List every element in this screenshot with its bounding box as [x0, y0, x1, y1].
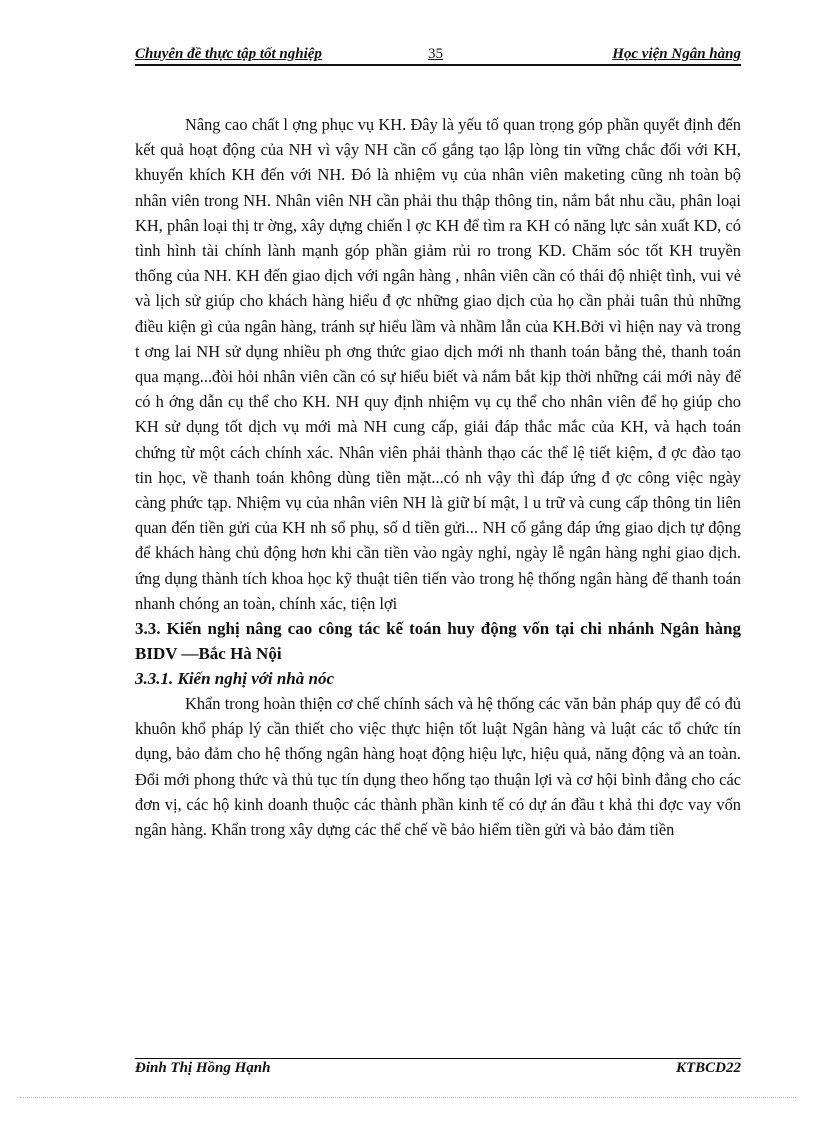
header-thesis-title: Chuyên đề thực tập tốt nghiệp [135, 46, 322, 62]
page-footer [135, 1060, 741, 1082]
header-rule [135, 64, 741, 66]
header-institution: Học viện Ngân hàng [612, 46, 741, 62]
header-page-number: 35 [428, 46, 443, 62]
section-heading-3-3: 3.3. Kiến nghị nâng cao công tác kế toán huy động vốn tại chi nhánh Ngân hàng BIDV —Bắc Hà Nội [135, 619, 741, 664]
body-paragraph-1: Nâng cao chất l ợng phục vụ KH. Đây là yếu tố quan trọng góp phần quyết định đến kết quả hoạt động của NH vì vậy NH cần cố gắng tạo lập lòng tin vững chắc đối với KH, khuyến khích KH đến với NH. Đó là nhiệm vụ của nhân viên maketing cũng nh toàn bộ nhân viên trong NH. Nhân viên NH cần phải thu thập thông tin, nắm bắt nhu cầu, phân loại KH, phân loại thị tr ờng, xây dựng chiến l ợc KH để tìm ra KH có năng lực sản xuất KD, có tình hình tài chính lành mạnh góp phần giảm rủi ro trong KD. Chăm sóc tốt KH truyền thống của NH. KH đến giao dịch với ngân hàng , nhân viên cần có thái độ nhiệt tình, vui vẻ và lịch sử giúp cho khách hàng hiểu đ ợc những giao dịch của họ cần phải tuân thủ những điều kiện gì của ngân hàng, tránh sự hiểu lầm và nhầm lẫn của KH.Bởi vì hiện nay và trong t ơng lai NH sử dụng nhiều ph ơng thức giao dịch mới nh thanh toán bằng thẻ, thanh toán qua mạng...đòi hỏi nhân viên cần có sự hiểu biết và nắm bắt kịp thời những cái mới này để có h ớng dẫn cụ thể cho KH. NH quy định nhiệm vụ cụ thể cho nhân viên để họ giúp cho KH sử dụng tốt dịch vụ mới mà NH cung cấp, giải đáp thắc mắc của KH, và hạch toán chứng từ một cách chính xác. Nhân viên phải thành thạo các thể lệ tiết kiệm, đ ợc đào tạo tin học, về thanh toán không dùng tiền mặt...có nh vậy thì đáp ứng đ ợc công việc ngày càng phức tạp. Nhiệm vụ của nhân viên NH là giữ bí mật, l u trữ và cung cấp thông tin liên quan đến tiền gửi của KH nh sổ phụ, số d tiền gửi... NH cố gắng đáp ứng giao dịch tự động để khách hàng chủ động hơn khi cần tiền vào ngày nghỉ, ngày lễ ngân hàng nghỉ giao dịch. ứng dụng thành tích khoa học kỹ thuật tiên tiến vào trong hệ thống ngân hàng để thanh toán nhanh chóng an toàn, chính xác, tiện lợi [135, 115, 741, 613]
section-heading-3-3-1: 3.3.1. Kiến nghị với nhà nóc [135, 669, 334, 689]
page-bottom-divider [20, 1097, 796, 1098]
body-paragraph-2: Khẩn trong hoàn thiện cơ chế chính sách và hệ thống các văn bản pháp quy để có đủ khuôn khổ pháp lý cần thiết cho việc thực hiện tốt luật Ngân hàng và luật các tổ chức tín dụng, bảo đảm cho hệ thống ngân hàng hoạt động hiệu lực, hiệu quả, năng động và an toàn. Đổi mới phong thức và thủ tục tín dụng theo hống tạo thuận lợi và cơ hội bình đẳng cho các đơn vị, các hộ kinh doanh thuộc các thành phần kinh tế có dự án đầu t khả thi đợc vay vốn ngân hàng. Khẩn trong xây dựng các thể chế về bảo hiểm tiền gửi và bảo đảm tiền [135, 694, 741, 840]
footer-class-code: KTBCD22 [675, 1060, 741, 1076]
footer-rule [135, 1058, 741, 1059]
footer-author: Đinh Thị Hồng Hạnh [135, 1060, 271, 1076]
page-content [135, 112, 741, 842]
